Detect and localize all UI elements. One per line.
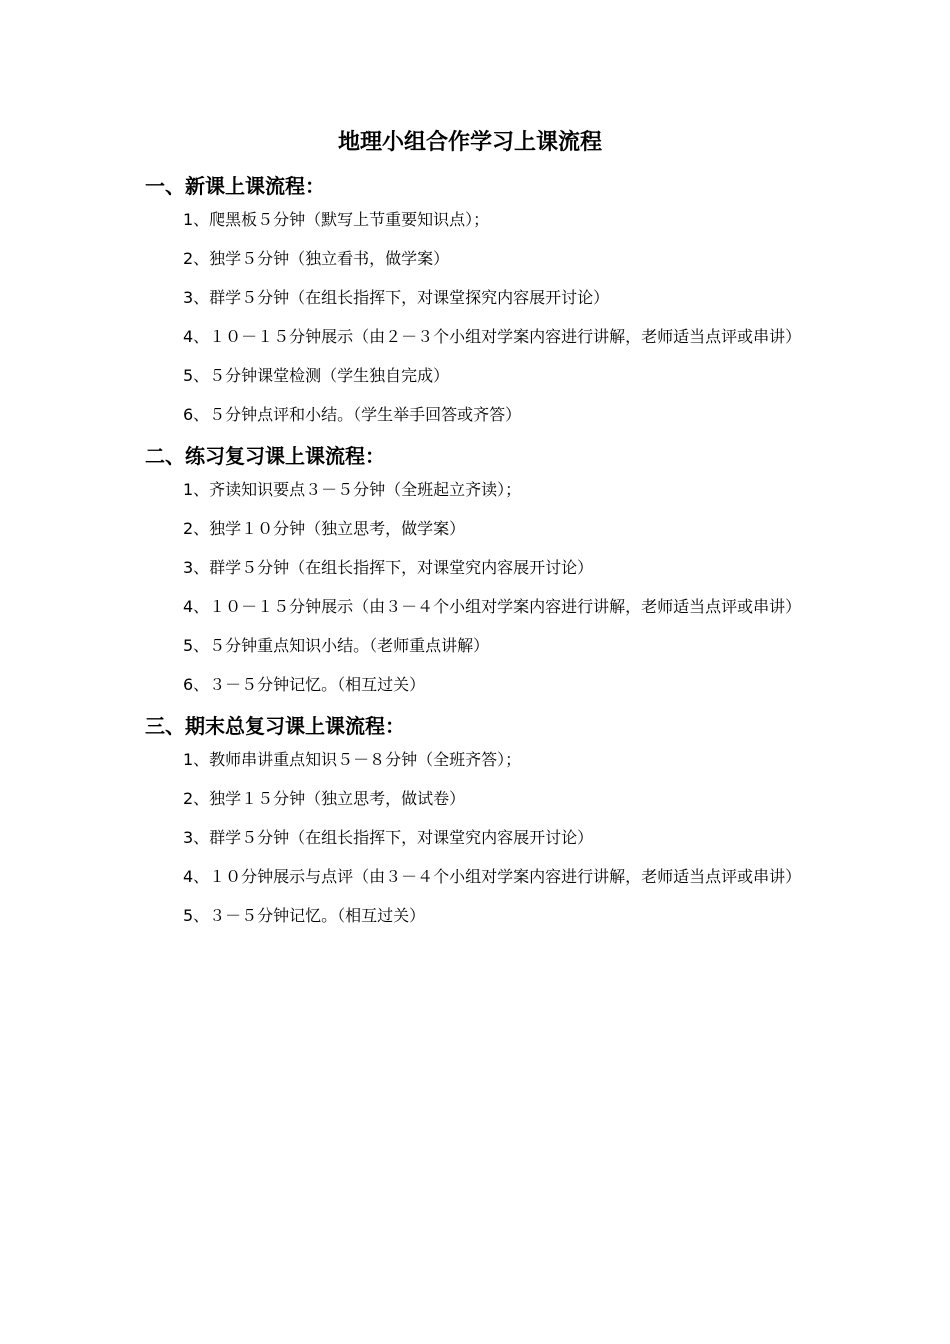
section-heading: 一、新课上课流程： xyxy=(145,174,325,198)
step-list xyxy=(145,748,800,927)
document-title: 地理小组合作学习上课流程 xyxy=(337,130,602,155)
step-item: 1、爬黑板５分钟（默写上节重要知识点）； xyxy=(183,210,490,229)
section-practice-review xyxy=(145,442,800,696)
step-list xyxy=(145,478,800,696)
step-item: 4、１０－１５分钟展示（由２－３个小组对学案内容进行讲解，老师适当点评或串讲） xyxy=(183,327,802,346)
step-item: 5、５分钟课堂检测（学生独自完成） xyxy=(183,366,450,385)
section-heading: 二、练习复习课上课流程： xyxy=(145,444,385,468)
step-item: 6、５分钟点评和小结。（学生举手回答或齐答） xyxy=(183,405,522,424)
step-item: 5、５分钟重点知识小结。（老师重点讲解） xyxy=(183,636,490,655)
step-item: 1、教师串讲重点知识５－８分钟（全班齐答）； xyxy=(183,750,522,769)
section-heading: 三、期末总复习课上课流程： xyxy=(145,714,405,738)
step-item: 2、独学１０分钟（独立思考，做学案） xyxy=(183,519,466,538)
step-item: 3、群学５分钟（在组长指挥下，对课堂探究内容展开讨论） xyxy=(183,288,610,307)
step-item: 2、独学５分钟（独立看书，做学案） xyxy=(183,249,450,268)
step-item: 5、３－５分钟记忆。（相互过关） xyxy=(183,906,426,925)
step-item: 6、３－５分钟记忆。（相互过关） xyxy=(183,675,426,694)
step-item: 3、群学５分钟（在组长指挥下，对课堂究内容展开讨论） xyxy=(183,828,594,847)
step-item: 4、１０－１５分钟展示（由３－４个小组对学案内容进行讲解，老师适当点评或串讲） xyxy=(183,597,802,616)
section-final-review xyxy=(145,712,800,927)
step-item: 3、群学５分钟（在组长指挥下，对课堂究内容展开讨论） xyxy=(183,558,594,577)
step-item: 2、独学１５分钟（独立思考，做试卷） xyxy=(183,789,466,808)
step-item: 1、齐读知识要点３－５分钟（全班起立齐读）； xyxy=(183,480,522,499)
step-list xyxy=(145,208,800,426)
section-new-lesson xyxy=(145,172,800,426)
step-item: 4、１０分钟展示与点评（由３－４个小组对学案内容进行讲解，老师适当点评或串讲） xyxy=(183,867,802,886)
